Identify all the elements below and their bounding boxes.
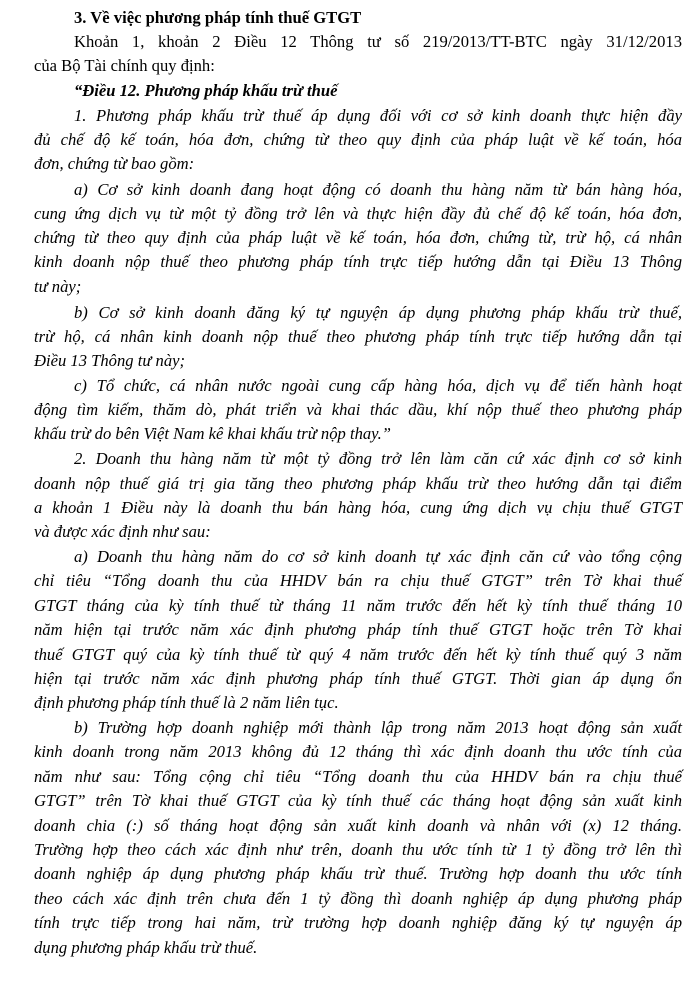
paragraph-line: đủ chế độ kế toán, hóa đơn, chứng từ theo quy định của pháp luật về kế toán, hóa [34,130,682,149]
paragraph-line: doanh nộp thuế giá trị gia tăng theo phương pháp khấu trừ theo hướng dẫn tại điểm [34,474,682,493]
paragraph-line: doanh chia (:) số tháng hoạt động sản xuất kinh doanh và nhân với (x) 12 tháng. [34,816,682,835]
article-title: “Điều 12. Phương pháp khấu trừ thuế [74,81,338,100]
paragraph-line: động tìm kiếm, thăm dò, phát triển và khai thác dầu, khí nộp thuế theo phương pháp [34,400,682,419]
paragraph-line: năm như sau: Tổng cộng chỉ tiêu “Tổng doanh thu của HHDV bán ra chịu thuế [34,767,682,786]
paragraph-line: GTGT” trên Tờ khai thuế GTGT của kỳ tính thuế các tháng hoạt động sản xuất kinh [34,791,682,810]
paragraph-line: trừ hộ, cá nhân kinh doanh nộp thuế theo phương pháp tính trực tiếp hướng dẫn tại [34,327,682,346]
paragraph-line: chứng từ theo quy định của pháp luật về kế toán, hóa đơn, chứng từ, trừ hộ, cá nhân [34,228,682,247]
paragraph-line: tính trực tiếp trong hai năm, trừ trường hợp doanh nghiệp đăng ký tự nguyện áp [34,913,682,932]
paragraph-line: cung ứng dịch vụ từ một tỷ đồng trở lên và thực hiện đầy đủ chế độ kế toán, hóa đơn, [34,204,682,223]
section-heading: 3. Về việc phương pháp tính thuế GTGT [74,8,362,27]
paragraph-line: b) Cơ sở kinh doanh đăng ký tự nguyện áp dụng phương pháp khấu trừ thuế, [74,303,682,322]
paragraph-line: của Bộ Tài chính quy định: [34,56,215,75]
paragraph-line: 1. Phương pháp khấu trừ thuế áp dụng đối với cơ sở kinh doanh thực hiện đầy [74,106,682,125]
paragraph-line: khấu trừ do bên Việt Nam kê khai khấu trừ nộp thay.” [34,424,391,443]
paragraph-line: chỉ tiêu “Tổng doanh thu của HHDV bán ra chịu thuế GTGT” trên Tờ khai thuế [34,571,682,590]
paragraph-line: Trường hợp theo cách xác định như trên, doanh thu ước tính từ 1 tỷ đồng trở lên thì [34,840,682,859]
paragraph-line: 2. Doanh thu hàng năm từ một tỷ đồng trở lên làm căn cứ xác định cơ sở kinh [74,449,682,468]
paragraph-line: a khoản 1 Điều này là doanh thu bán hàng hóa, cung ứng dịch vụ chịu thuế GTGT [34,498,682,517]
paragraph-line: c) Tổ chức, cá nhân nước ngoài cung cấp hàng hóa, dịch vụ để tiến hành hoạt [74,376,682,395]
paragraph-line: Điều 13 Thông tư này; [34,351,186,370]
paragraph-line: a) Cơ sở kinh doanh đang hoạt động có doanh thu hàng năm từ bán hàng hóa, [74,180,682,199]
paragraph-line: định phương pháp tính thuế là 2 năm liên tục. [34,693,339,712]
paragraph-line: dụng phương pháp khấu trừ thuế. [34,938,258,957]
paragraph-line: hiện tại trước năm xác định phương pháp tính thuế GTGT. Thời gian áp dụng ổn [34,669,682,688]
paragraph-line: kinh doanh nộp thuế theo phương pháp tính trực tiếp hướng dẫn tại Điều 13 Thông [34,252,682,271]
paragraph-line: thuế GTGT quý của kỳ tính thuế từ quý 4 năm trước đến hết kỳ tính thuế quý 3 năm [34,645,682,664]
paragraph-line: Khoản 1, khoản 2 Điều 12 Thông tư số 219/2013/TT-BTC ngày 31/12/2013 [74,32,682,51]
paragraph-line: kinh doanh trong năm 2013 không đủ 12 tháng thì xác định doanh thu ước tính của [34,742,682,761]
paragraph-line: theo cách xác định trên chưa đến 1 tỷ đồng thì doanh nghiệp áp dụng phương pháp [34,889,682,908]
paragraph-line: b) Trường hợp doanh nghiệp mới thành lập trong năm 2013 hoạt động sản xuất [74,718,682,737]
paragraph-line: năm hiện tại trước năm xác định phương pháp tính thuế GTGT hoặc trên Tờ khai [34,620,682,639]
paragraph-line: và được xác định như sau: [34,522,211,541]
paragraph-line: tư này; [34,277,82,296]
paragraph-line: a) Doanh thu hàng năm do cơ sở kinh doanh tự xác định căn cứ vào tổng cộng [74,547,682,566]
paragraph-line: doanh nghiệp áp dụng phương pháp khấu trừ thuế. Trường hợp doanh thu ước tính [34,864,682,883]
paragraph-line: đơn, chứng từ bao gồm: [34,154,195,173]
paragraph-line: GTGT tháng của kỳ tính thuế từ tháng 11 năm trước đến hết kỳ tính thuế tháng 10 [34,596,682,615]
